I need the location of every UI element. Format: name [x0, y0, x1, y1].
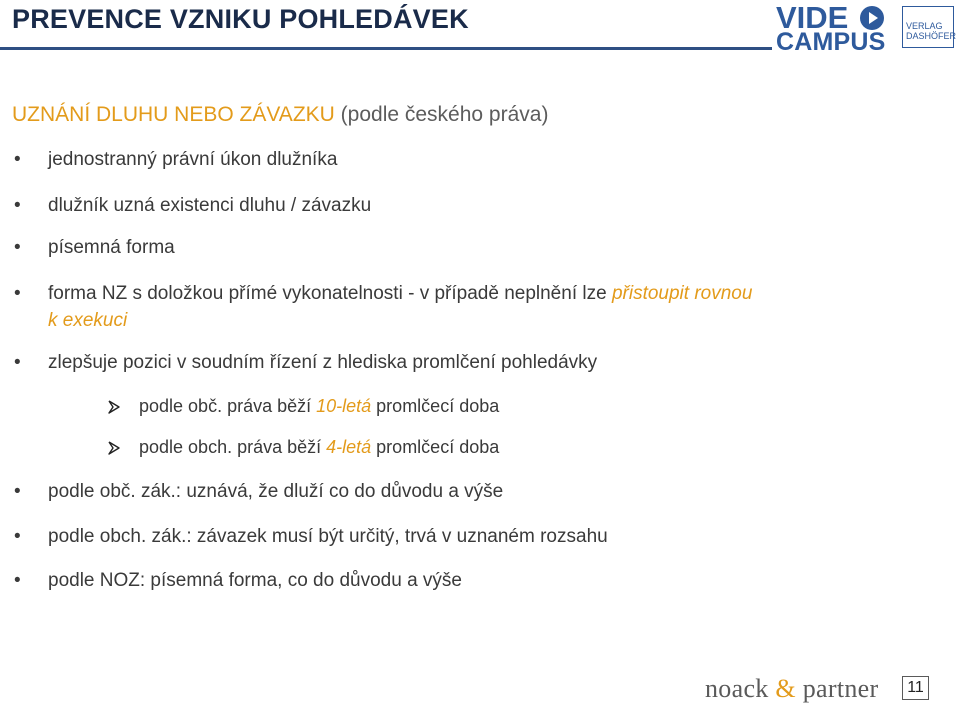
logo-video-text: VIDE	[776, 0, 849, 35]
list-item-continuation: k exekuci	[48, 310, 128, 331]
bullet-dot-icon: •	[14, 195, 21, 216]
bullet-dot-icon: •	[14, 352, 21, 373]
section-heading-accent: UZNÁNÍ DLUHU NEBO ZÁVAZKU	[12, 103, 335, 126]
list-item: dlužník uzná existenci dluhu / závazku	[48, 195, 372, 216]
bullet-dot-icon: •	[14, 283, 21, 304]
list-item: písemná forma	[48, 237, 175, 258]
section-heading	[12, 103, 548, 127]
sub-list-item-accent: 10-letá	[316, 396, 372, 416]
list-item: jednostranný právní úkon dlužníka	[48, 149, 338, 170]
bullet-dot-icon: •	[14, 570, 21, 591]
sub-list-item-text: podle obch. práva běží	[139, 437, 327, 457]
list-item-text: forma NZ s doložkou přímé vykonatelnosti - v případě neplnění lze	[48, 283, 612, 304]
bullet-dot-icon: •	[14, 481, 21, 502]
footer-brand-ampersand: &	[775, 674, 796, 703]
bullet-dot-icon: •	[14, 237, 21, 258]
bullet-dot-icon: •	[14, 149, 21, 170]
section-heading-rest: (podle českého práva)	[334, 103, 549, 126]
list-item: podle obch. zák.: závazek musí být určitý, trvá v uznaném rozsahu	[48, 526, 608, 547]
list-item	[48, 283, 752, 305]
sub-list-item-text: promlčecí doba	[371, 396, 500, 416]
noack-partner-logo	[705, 674, 878, 704]
slide-title: PREVENCE VZNIKU POHLEDÁVEK	[12, 4, 469, 34]
sub-list-item	[139, 437, 499, 458]
bullet-dot-icon: •	[14, 526, 21, 547]
page-number: 11	[902, 676, 929, 700]
sub-list-item-text: podle obč. práva běží	[139, 396, 317, 416]
arrowhead-bullet-icon	[106, 399, 122, 415]
sub-list-item-accent: 4-letá	[326, 437, 372, 457]
footer-brand-text: partner	[795, 674, 879, 703]
title-rule	[0, 47, 772, 50]
list-item: podle NOZ: písemná forma, co do důvodu a výše	[48, 570, 462, 591]
slide-header	[0, 0, 960, 60]
video-campus-logo	[776, 0, 892, 56]
arrowhead-bullet-icon	[106, 440, 122, 456]
list-item: zlepšuje pozici v soudním řízení z hlediska promlčení pohledávky	[48, 352, 598, 373]
sub-list-item	[139, 396, 499, 417]
footer-brand-text: noack	[705, 674, 776, 703]
list-item: podle obč. zák.: uznává, že dluží co do důvodu a výše	[48, 481, 504, 502]
list-item-accent: přistoupit rovnou	[611, 283, 753, 304]
logo-verlag-text: VERLAG	[906, 21, 943, 31]
sub-list-item-text: promlčecí doba	[371, 437, 500, 457]
logo-campus-text: CAMPUS	[776, 28, 886, 56]
logo-dashofer-text: DASHÖFER	[906, 31, 957, 41]
verlag-dashofer-logo	[902, 6, 957, 48]
